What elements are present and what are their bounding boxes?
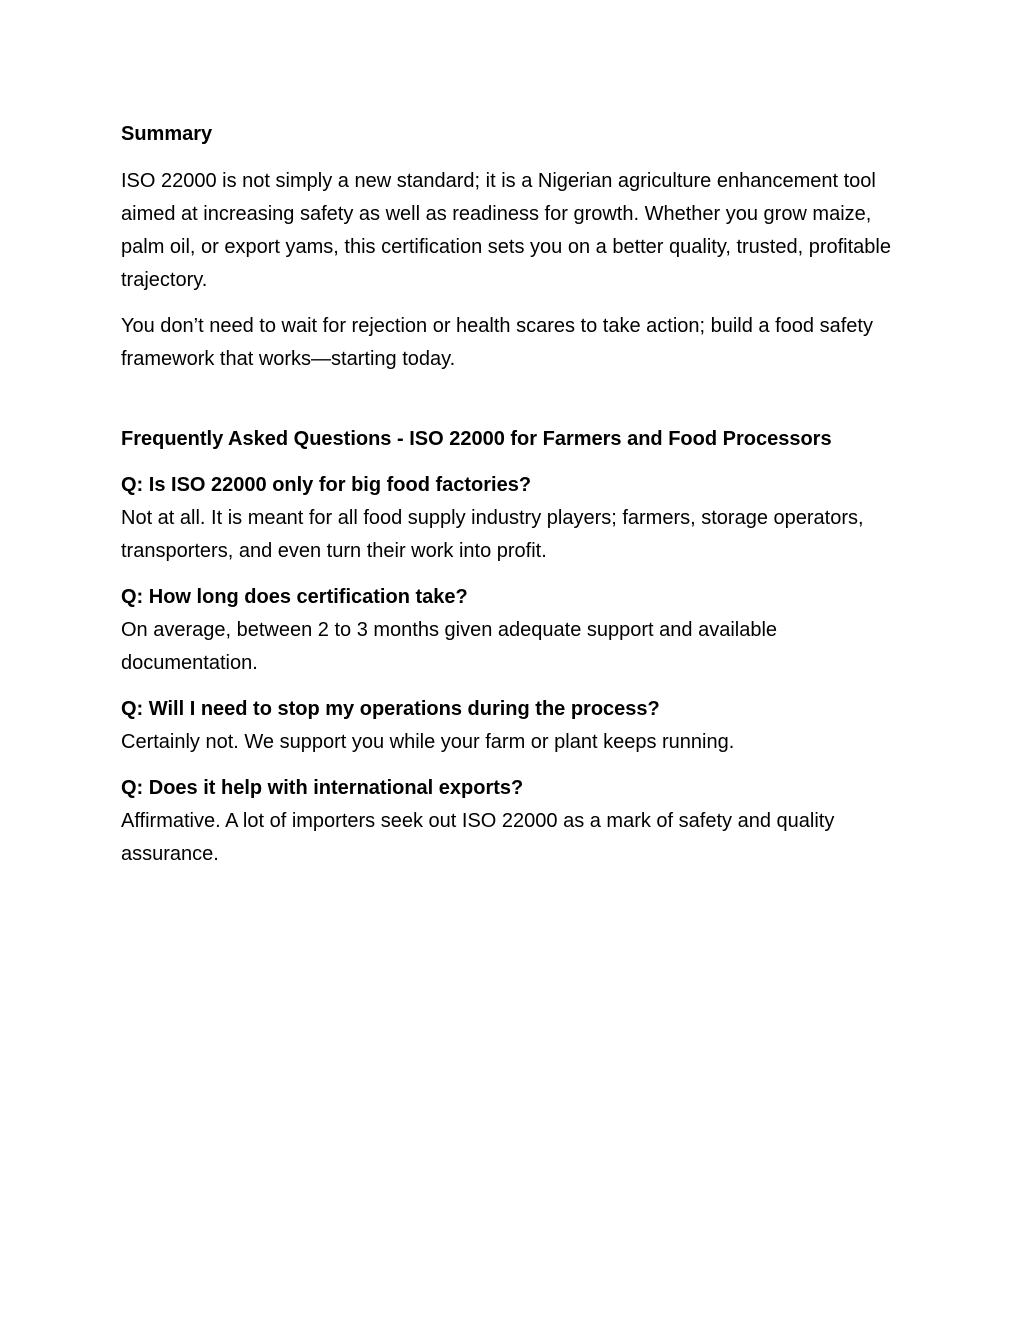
summary-paragraph-1: ISO 22000 is not simply a new standard; it is a Nigerian agriculture enhancement tool aimed at increasing safety as well as readiness for growth. Whether you grow maize, palm oil, or export yams, this certification sets you on a better quality, trusted, profitable trajectory. [121,170,891,291]
faq-answer: Affirmative. A lot of importers seek out ISO 22000 as a mark of safety and quality assurance. [121,810,835,865]
faq-item-2 [121,581,911,680]
faq-item-3 [121,693,911,759]
summary-heading: Summary [121,123,213,145]
faq-item-1 [121,469,911,568]
faq-question: Q: Does it help with international exports? [121,777,524,799]
faq-question: Q: How long does certification take? [121,586,468,608]
faq-question: Q: Is ISO 22000 only for big food factories? [121,474,532,496]
faq-question: Q: Will I need to stop my operations during the process? [121,698,660,720]
faq-answer: Not at all. It is meant for all food supply industry players; farmers, storage operators, transporters, and even turn their work into profit. [121,507,864,562]
faq-answer: Certainly not. We support you while your farm or plant keeps running. [121,731,735,753]
faq-answer: On average, between 2 to 3 months given adequate support and available documentation. [121,619,778,674]
summary-paragraph-2: You don’t need to wait for rejection or health scares to take action; build a food safety framework that works—starting today. [121,315,873,370]
document-page [121,118,911,884]
faq-item-4 [121,772,911,871]
faq-heading: Frequently Asked Questions - ISO 22000 for Farmers and Food Processors [121,428,832,450]
